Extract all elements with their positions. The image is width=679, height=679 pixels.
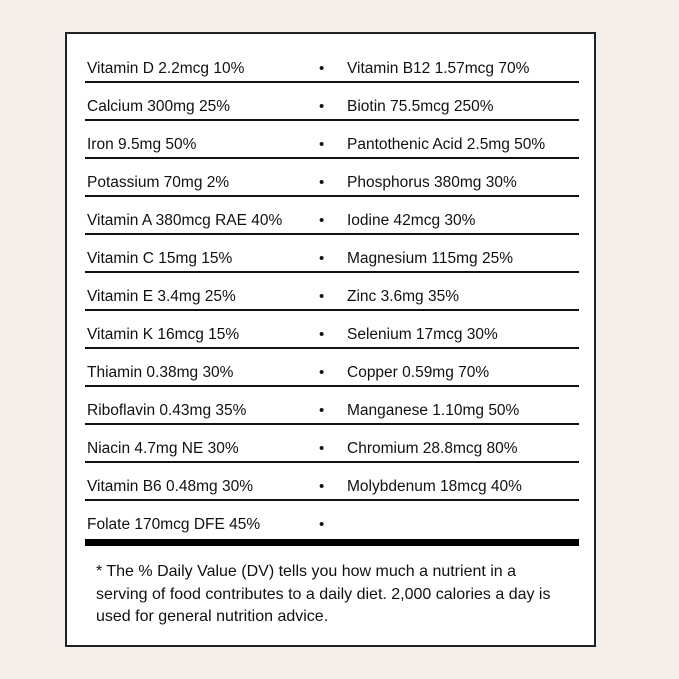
nutrient-right: Vitamin B12 1.57mcg 70% — [347, 60, 530, 77]
nutrient-row — [85, 273, 579, 311]
bullet-separator: • — [319, 98, 325, 115]
nutrient-left: Folate 170mcg DFE 45% — [87, 516, 261, 533]
bullet-separator: • — [319, 440, 325, 457]
nutrient-row — [85, 501, 579, 537]
nutrient-row — [85, 349, 579, 387]
nutrient-left: Vitamin B6 0.48mg 30% — [87, 478, 254, 495]
nutrient-left: Vitamin E 3.4mg 25% — [87, 288, 236, 305]
nutrient-row — [85, 197, 579, 235]
nutrient-left: Niacin 4.7mg NE 30% — [87, 440, 239, 457]
bullet-separator: • — [319, 212, 325, 229]
bullet-separator: • — [319, 174, 325, 191]
nutrition-facts-panel — [65, 32, 596, 647]
nutrient-row — [85, 311, 579, 349]
bullet-separator: • — [319, 516, 325, 533]
nutrient-right: Pantothenic Acid 2.5mg 50% — [347, 136, 546, 153]
bullet-separator: • — [319, 402, 325, 419]
thick-divider — [85, 539, 579, 546]
nutrient-right: Biotin 75.5mcg 250% — [347, 98, 494, 115]
nutrient-right: Phosphorus 380mg 30% — [347, 174, 517, 191]
nutrient-row — [85, 121, 579, 159]
nutrient-row — [85, 83, 579, 121]
bullet-separator: • — [319, 364, 325, 381]
bullet-separator: • — [319, 250, 325, 267]
bullet-separator: • — [319, 326, 325, 343]
nutrient-left: Vitamin D 2.2mcg 10% — [87, 60, 245, 77]
nutrient-left: Iron 9.5mg 50% — [87, 136, 197, 153]
bullet-separator: • — [319, 60, 325, 77]
nutrient-left: Calcium 300mg 25% — [87, 98, 231, 115]
nutrient-row — [85, 235, 579, 273]
nutrient-left: Vitamin C 15mg 15% — [87, 250, 233, 267]
nutrient-row — [85, 387, 579, 425]
nutrient-left: Riboflavin 0.43mg 35% — [87, 402, 247, 419]
nutrient-right: Copper 0.59mg 70% — [347, 364, 490, 381]
nutrient-right: Selenium 17mcg 30% — [347, 326, 498, 343]
nutrient-right: Iodine 42mcg 30% — [347, 212, 476, 229]
nutrient-right: Molybdenum 18mcg 40% — [347, 478, 522, 495]
nutrient-right: Zinc 3.6mg 35% — [347, 288, 459, 305]
nutrient-left: Thiamin 0.38mg 30% — [87, 364, 234, 381]
nutrient-left: Vitamin K 16mcg 15% — [87, 326, 240, 343]
nutrient-right: Chromium 28.8mcg 80% — [347, 440, 518, 457]
nutrient-left: Vitamin A 380mcg RAE 40% — [87, 212, 283, 229]
nutrient-row — [85, 159, 579, 197]
nutrient-left: Potassium 70mg 2% — [87, 174, 230, 191]
nutrient-list — [85, 45, 579, 537]
nutrient-right: Manganese 1.10mg 50% — [347, 402, 520, 419]
bullet-separator: • — [319, 478, 325, 495]
bullet-separator: • — [319, 288, 325, 305]
nutrient-row — [85, 425, 579, 463]
daily-value-footnote: * The % Daily Value (DV) tells you how much a nutrient in a serving of food contributes to a daily diet. 2,000 calories a day is used for general nutrition advice. — [96, 563, 551, 625]
nutrient-right: Magnesium 115mg 25% — [347, 250, 513, 267]
bullet-separator: • — [319, 136, 325, 153]
nutrient-row — [85, 45, 579, 83]
nutrient-row — [85, 463, 579, 501]
